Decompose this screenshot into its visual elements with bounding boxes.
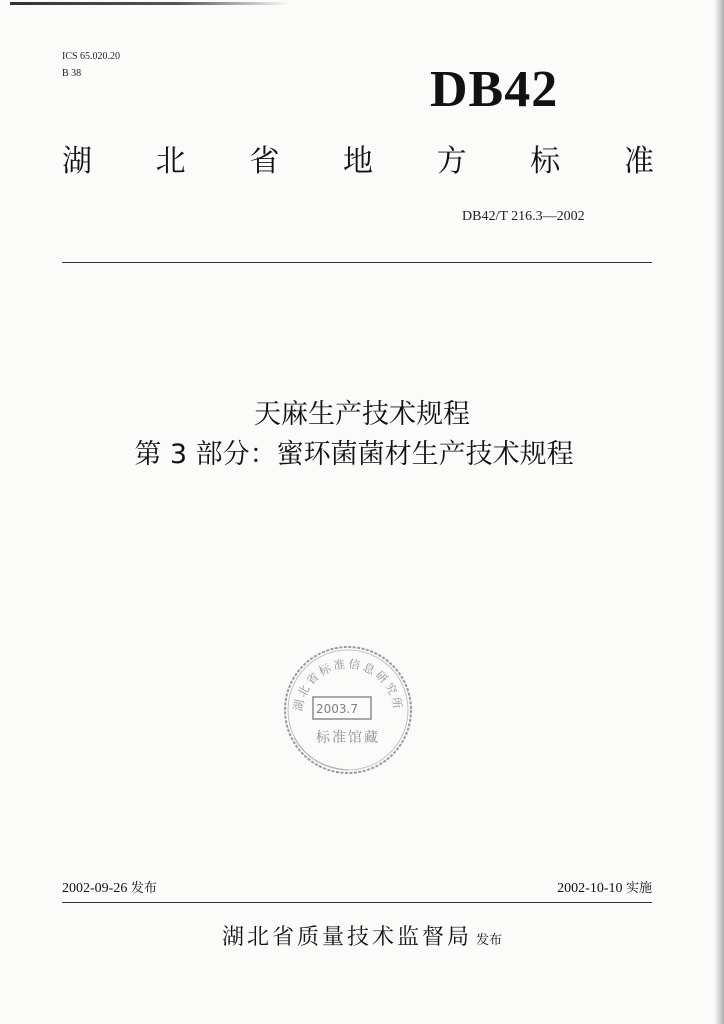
- standard-type-char: 省: [249, 144, 280, 179]
- date-row: [62, 879, 652, 901]
- document-title: [0, 395, 724, 475]
- issuer-suffix: 发布: [476, 933, 503, 948]
- standard-type-char: 标: [530, 144, 561, 179]
- title-line-1: 天麻生产技术规程: [254, 399, 470, 430]
- standard-type-char: 地: [342, 144, 373, 179]
- title-line-2: 第 3 部分：蜜环菌菌材生产技术规程: [134, 439, 574, 470]
- stamp-date: 2003.7: [316, 702, 358, 716]
- issue-date-block: [62, 879, 157, 899]
- standard-type: [62, 140, 654, 184]
- stamp-outer-text: 湖北省标准信息研究所: [290, 656, 406, 713]
- implement-date-block: [557, 879, 652, 899]
- standard-type-char: 方: [436, 144, 467, 179]
- standard-number: DB42/T 216.3—2002: [462, 209, 585, 224]
- issuer: [0, 920, 724, 956]
- scan-edge-top: [10, 2, 290, 5]
- ccs-code: B 38: [62, 68, 82, 79]
- bottom-divider: [62, 902, 652, 903]
- implement-date: 2002-10-10: [557, 881, 623, 896]
- stamp-inner-text: 标准馆藏: [316, 730, 380, 746]
- issue-label: 发布: [130, 881, 157, 896]
- stamp-graphic: [280, 642, 416, 778]
- standard-type-char: 湖: [62, 144, 92, 179]
- classification-codes: [62, 48, 120, 82]
- issuer-name: 湖北省质量技术监督局: [221, 925, 472, 950]
- library-stamp: [280, 642, 416, 778]
- standard-type-char: 北: [155, 144, 186, 179]
- implement-label: 实施: [625, 881, 652, 896]
- top-divider: [62, 262, 652, 263]
- issue-date: 2002-09-26: [62, 881, 128, 896]
- db-code: DB42: [430, 61, 559, 118]
- ics-code: ICS 65.020.20: [62, 51, 121, 62]
- scan-edge-right: [714, 0, 724, 1024]
- standard-type-char: 准: [623, 144, 654, 179]
